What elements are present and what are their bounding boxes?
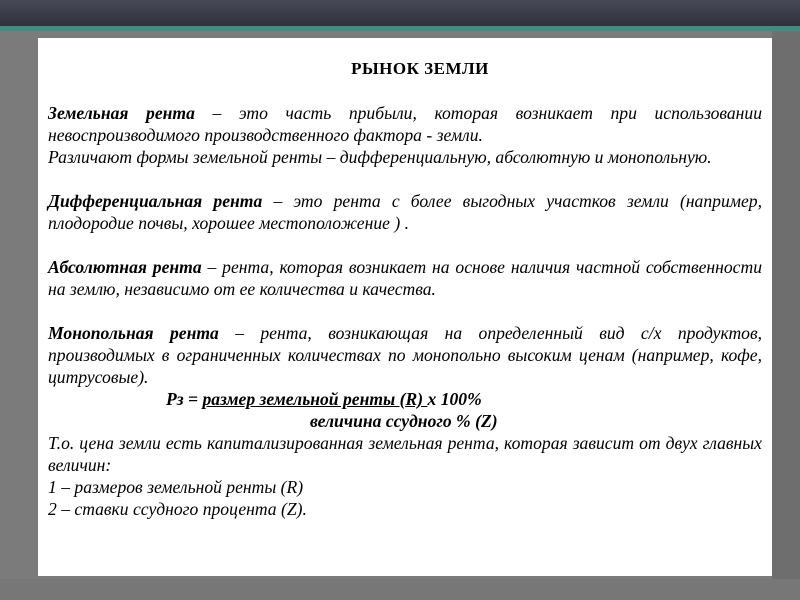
slide-content bbox=[48, 58, 762, 520]
right-margin-bar bbox=[772, 31, 800, 600]
page-title: РЫНОК ЗЕМЛИ bbox=[351, 59, 489, 78]
formula-numerator: размер земельной ренты (R) bbox=[202, 389, 428, 409]
paragraph-differential-rent bbox=[48, 190, 762, 234]
term-absolute-rent: Абсолютная рента bbox=[48, 257, 202, 277]
definition-land-rent: – это часть прибыли, которая возникает при использовании невоспроизводимого производственного фактора - земли. bbox=[48, 103, 763, 145]
term-monopoly-rent: Монопольная рента bbox=[48, 323, 219, 343]
formula-lhs: Рз = bbox=[166, 389, 203, 409]
paragraph-land-rent bbox=[48, 102, 762, 146]
formula-line bbox=[48, 388, 762, 410]
formula-denominator: величина ссудного % (Z) bbox=[310, 411, 498, 431]
top-bar bbox=[0, 0, 800, 26]
footer-bar bbox=[0, 579, 800, 600]
paragraph-rent-forms: Различают формы земельной ренты – дифференциальную, абсолютную и монопольную. bbox=[48, 147, 712, 167]
formula-multiplier: х 100% bbox=[427, 389, 482, 409]
definition-absolute-rent: – рента, которая возникает на основе наличия частной собственности на землю, независимо от ее количества и качества. bbox=[48, 257, 762, 299]
paragraph-monopoly-rent bbox=[48, 322, 762, 388]
paragraph-conclusion: Т.о. цена земли есть капитализированная земельная рента, которая зависит от двух главных величин: bbox=[48, 433, 762, 475]
definition-monopoly-rent: – рента, возникающая на определенный вид с/х продуктов, производимых в ограниченных количествах по монопольно высоким ценам (например, кофе, цитрусовые). bbox=[48, 323, 762, 387]
list-item-2: 2 – ставки ссудного процента (Z). bbox=[48, 499, 307, 519]
term-differential-rent: Дифференциальная рента bbox=[48, 191, 263, 211]
list-item-1: 1 – размеров земельной ренты (R) bbox=[48, 477, 304, 497]
top-accent-line bbox=[0, 26, 800, 31]
paragraph-absolute-rent bbox=[48, 256, 762, 300]
term-land-rent: Земельная рента bbox=[48, 103, 195, 123]
definition-differential-rent: – это рента с более выгодных участков земли (например, плодородие почвы, хорошее местоположение ) . bbox=[48, 191, 762, 233]
